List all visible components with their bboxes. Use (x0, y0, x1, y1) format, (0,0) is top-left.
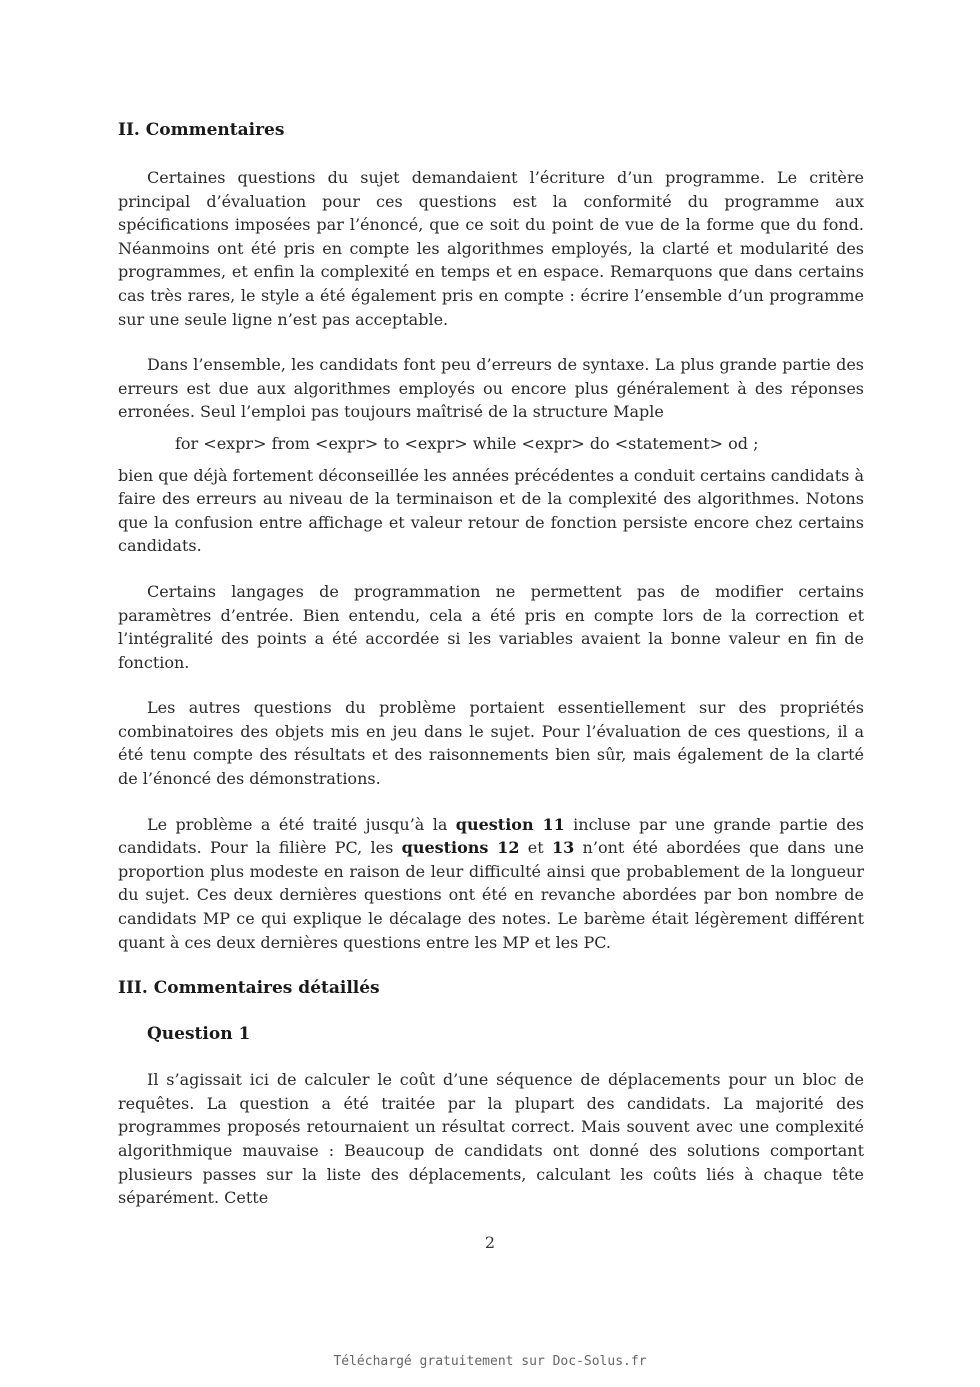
text-run: Le problème a été traité jusqu’à la (147, 814, 456, 834)
paragraph-criteria: Certaines questions du sujet demandaient l’écriture d’un programme. Le critère principal d’évaluation pour ces questions est la conformité du programme aux spécifications imposées par l’énoncé, que ce soit du point de vue de la forme que du fond. Néanmoins ont été pris en compte les algorithmes employés, la clarté et modularité des programmes, et enfin la complexité en temps et en espace. Remarquons que dans certains cas très rares, le style a été également pris en compte : écrire l’ensemble d’un programme sur une seule ligne n’est pas acceptable. (118, 168, 864, 329)
paragraph-question-1: Il s’agissait ici de calculer le coût d’une séquence de déplacements pour un bloc de requêtes. La question a été traitée par la plupart des candidats. La majorité des programmes proposés retournaient un résultat correct. Mais souvent avec une complexité algorithmique mauvaise : Beaucoup de candidats ont donné des solutions comportant plusieurs passes sur la liste des déplacements, calculant les coûts liés à chaque tête séparément. Cette (118, 1070, 864, 1208)
document-page (118, 118, 864, 1210)
bold-questions-12: questions 12 (401, 838, 520, 858)
maple-structure-line: for <expr> from <expr> to <expr> while <expr> do <statement> od ; (175, 433, 759, 453)
paragraph-parameters: Certains langages de programmation ne permettent pas de modifier certains paramètres d’entrée. Bien entendu, cela a été pris en compte lors de la correction et l’intégralité des points a été accordée si les variables avaient la bonne valeur en fin de fonction. (118, 581, 864, 672)
text-run: incluse par une grande partie des candidats. Pour la filière PC, les (118, 814, 865, 858)
paragraph-termination: bien que déjà fortement déconseillée les années précédentes a conduit certains candidats à faire des erreurs au niveau de la terminaison et de la complexité des algorithmes. Notons que la confusion entre affichage et valeur retour de fonction persiste encore chez certains candidats. (118, 465, 864, 556)
text-run: et (519, 838, 552, 858)
footer-download-notice: Téléchargé gratuitement sur Doc-Solus.fr (333, 1354, 647, 1369)
text-run: n’ont été abordées que dans une proportion plus modeste en raison de leur difficulté ainsi que probablement de la longueur du sujet. Ces deux dernières questions ont été en revanche abordées par bon nombre de candidats MP ce qui explique le décalage des notes. Le barème était légèrement différent quant à ces deux dernières questions entre les MP et les PC. (118, 838, 865, 952)
bold-13: 13 (551, 838, 575, 858)
bold-question-11: question 11 (455, 814, 565, 834)
paragraph-syntax: Dans l’ensemble, les candidats font peu d’erreurs de syntaxe. La plus grande partie des erreurs est due aux algorithmes employés ou encore plus généralement à des réponses erronées. Seul l’emploi pas toujours maîtrisé de la structure Maple (118, 355, 864, 422)
section-title-commentaires: II. Commentaires (118, 120, 285, 140)
page-number: 2 (484, 1233, 496, 1252)
question-1-title: Question 1 (147, 1024, 251, 1045)
paragraph-combinatorics: Les autres questions du problème portaient essentiellement sur des propriétés combinatoires des objets mis en jeu dans le sujet. Pour l’évaluation de ces questions, il a été tenu compte des résultats et des raisonnements bien sûr, mais également de la clarté de l’énoncé des démonstrations. (118, 698, 864, 789)
section-title-commentaires-detailles: III. Commentaires détaillés (118, 978, 380, 999)
paragraph-progress (118, 813, 864, 955)
